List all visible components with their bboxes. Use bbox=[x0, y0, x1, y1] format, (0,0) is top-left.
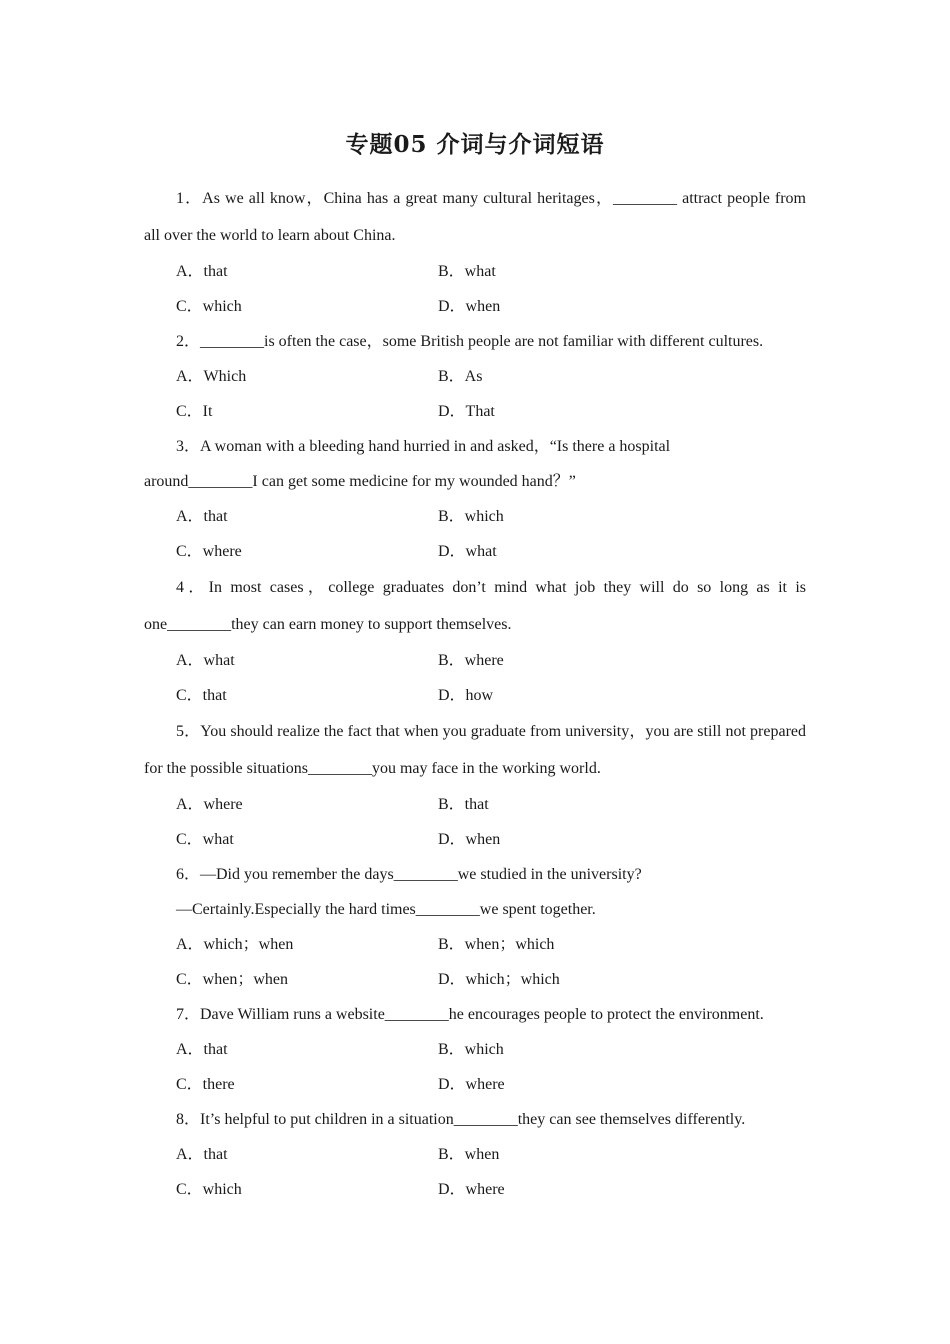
answer-option: D．what bbox=[438, 543, 497, 560]
question-text: —Certainly.Especially the hard times________we spent together. bbox=[176, 901, 596, 918]
answer-option: B．which bbox=[438, 508, 504, 525]
answer-option: A．where bbox=[176, 796, 243, 813]
answer-option: A．Which bbox=[176, 368, 247, 385]
answer-option: B．when bbox=[438, 1146, 500, 1163]
answer-option: D．where bbox=[438, 1076, 505, 1093]
answer-options bbox=[144, 359, 806, 429]
question-1 bbox=[144, 180, 806, 324]
question-text: around________I can get some medicine for my wounded hand？” bbox=[144, 473, 576, 490]
answer-option: A．that bbox=[176, 1041, 228, 1058]
answer-option: D．how bbox=[438, 687, 494, 704]
question-6 bbox=[144, 857, 806, 997]
answer-options bbox=[144, 787, 806, 857]
answer-option: C．what bbox=[176, 831, 234, 848]
answer-option: C．there bbox=[176, 1076, 235, 1093]
question-7 bbox=[144, 997, 806, 1102]
question-text: 3．A woman with a bleeding hand hurried in and asked，“Is there a hospital bbox=[176, 438, 671, 455]
answer-option: C．that bbox=[176, 687, 227, 704]
answer-option: D．where bbox=[438, 1181, 505, 1198]
question-text: 7．Dave William runs a website________he encourages people to protect the environment. bbox=[176, 1006, 764, 1023]
question-list bbox=[144, 180, 806, 1207]
answer-options bbox=[144, 254, 806, 324]
answer-options bbox=[144, 927, 806, 997]
question-5 bbox=[144, 713, 806, 857]
question-8 bbox=[144, 1102, 806, 1207]
answer-option: C．where bbox=[176, 543, 242, 560]
answer-option: B．what bbox=[438, 263, 496, 280]
answer-option: B．where bbox=[438, 652, 504, 669]
answer-option: B．that bbox=[438, 796, 489, 813]
answer-option: A．which；when bbox=[176, 936, 294, 953]
answer-option: A．that bbox=[176, 1146, 228, 1163]
answer-options bbox=[144, 643, 806, 713]
answer-option: D．when bbox=[438, 298, 501, 315]
question-text: 8．It’s helpful to put children in a situation________they can see themselves differently. bbox=[176, 1111, 746, 1128]
question-2 bbox=[144, 324, 806, 429]
answer-option: B．which bbox=[438, 1041, 504, 1058]
question-3 bbox=[144, 429, 806, 569]
answer-option: C．It bbox=[176, 403, 213, 420]
question-4 bbox=[144, 569, 806, 713]
answer-option: C．which bbox=[176, 298, 242, 315]
question-text: 6．—Did you remember the days________we studied in the university? bbox=[176, 866, 642, 883]
question-text: 1．As we all know，China has a great many cultural heritages，________ attract people from all over the world to learn about China. bbox=[144, 190, 806, 244]
answer-option: D．which；which bbox=[438, 971, 560, 988]
answer-option: B．As bbox=[438, 368, 483, 385]
answer-options bbox=[144, 1137, 806, 1207]
answer-option: C．when；when bbox=[176, 971, 288, 988]
question-text: 4．In most cases，college graduates don’t mind what job they will do so long as it is one________they can earn money to support themselves. bbox=[144, 579, 806, 633]
answer-options bbox=[144, 499, 806, 569]
answer-option: D．when bbox=[438, 831, 501, 848]
question-text: 5．You should realize the fact that when you graduate from university，you are still not prepared for the possible situations________you may face in the working world. bbox=[144, 723, 806, 777]
answer-option: B．when；which bbox=[438, 936, 555, 953]
answer-option: A．that bbox=[176, 508, 228, 525]
answer-option: C．which bbox=[176, 1181, 242, 1198]
answer-option: D．That bbox=[438, 403, 495, 420]
answer-option: A．that bbox=[176, 263, 228, 280]
question-text: 2．________is often the case，some British people are not familiar with different cultures. bbox=[176, 333, 764, 350]
page-title: 专题05 介词与介词短语 bbox=[345, 131, 605, 158]
answer-options bbox=[144, 1032, 806, 1102]
answer-option: A．what bbox=[176, 652, 235, 669]
